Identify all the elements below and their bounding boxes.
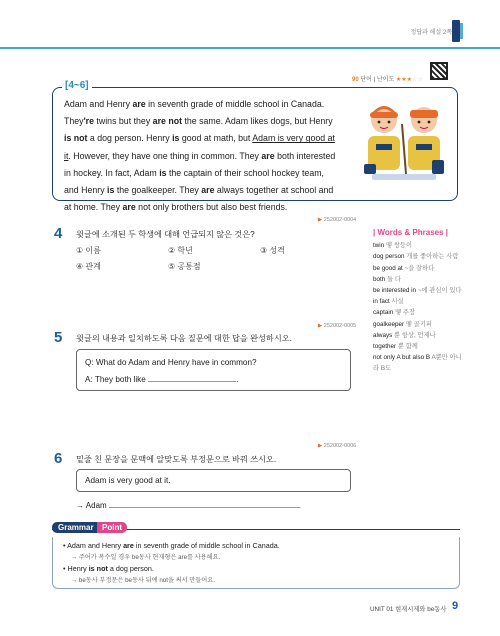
word-unit: 단어 [360, 77, 372, 83]
word-item: in fact 사실 [373, 298, 404, 306]
answer-blank[interactable] [148, 374, 236, 382]
answer-option[interactable]: ④ 관계 [76, 262, 101, 271]
question-range: [4~6] [62, 80, 92, 91]
difficulty-label: 난이도 [376, 77, 395, 83]
answer-option[interactable]: ③ 성격 [260, 246, 285, 255]
answer-option[interactable]: ⑤ 공통점 [168, 262, 201, 271]
grammar-point-box: • Adam and Henry are in seventh grade of middle school in Canada. → 주어가 복수일 경우 be동사 현재형은 are를 사용해요. • Henry is not a dog person. → be동사 부정문은 be동사 뒤에 not을 써서 만들어요. [52, 537, 460, 589]
header-divider [0, 47, 500, 49]
answer-blank[interactable] [109, 507, 299, 508]
word-item: both 둘 다 [373, 275, 401, 283]
qr-code-icon[interactable] [430, 62, 448, 80]
point-label: Point [97, 522, 127, 533]
answer-option[interactable]: ① 이름 [76, 246, 101, 255]
difficulty-stars-off: ☆☆ [412, 77, 423, 83]
word-item: be good at ~을 잘하다 [373, 264, 435, 272]
question-line: Q: What do Adam and Henry have in common? [85, 358, 257, 367]
hockey-twins-illustration [358, 94, 450, 186]
bookmark-icon [452, 20, 460, 42]
answer-line: A: They both like . [85, 375, 239, 384]
question-number: 4 [54, 225, 63, 242]
word-count: 90 [352, 77, 359, 83]
words-phrases-panel [373, 227, 463, 375]
passage-text: Adam and Henry are in seventh grade of middle school in Canada. They're twins but they are not the same. Adam likes dogs, but Henry is not a dog person. Henry is good at math, but Adam is very good at it. However, they have one thing in common. They are both interested in hockey. In fact, Adam is the captain of their school hockey team, and Henry is the goalkeeper. They are always together at school and at home. They are not only brothers but also best friends. [64, 99, 336, 213]
qa-box [76, 349, 351, 391]
question-code: ▶ 252002-0004 [318, 217, 357, 223]
page-number: 9 [452, 600, 459, 612]
word-item: always 뿐 항상, 언제나 [373, 331, 436, 339]
passage-meta: 90 단어 | 난이도 ★★★☆☆ [352, 77, 423, 83]
word-item: goalkeeper 몧 골키퍼 [373, 320, 433, 328]
grammar-label: Grammar [52, 522, 100, 533]
question-number: 6 [54, 450, 63, 467]
word-item: together 뿐 함께 [373, 343, 418, 351]
difficulty-stars: ★★★ [395, 77, 413, 83]
question-code: ▶ 252002-0006 [318, 443, 357, 449]
word-item: dog person 개를 좋아하는 사람 [373, 253, 459, 261]
word-item: not only A but also B A뿐만 아니라 B도 [373, 354, 462, 373]
question-text: 윗글에 소개된 두 학생에 대해 언급되지 않은 것은? [76, 230, 255, 239]
question-text: 윗글의 내용과 일치하도록 다음 질문에 대한 답을 완성하시오. [76, 334, 292, 343]
rewrite-line: → Adam . [76, 501, 301, 510]
unit-footer: UNIT 01 현재시제와 be동사 [370, 606, 447, 613]
question-code: ▶ 252002-0005 [318, 323, 357, 329]
underlined-sentence: Adam is very good at [252, 133, 335, 144]
answer-reference: 정답과 해설 2쪽 [410, 30, 452, 36]
word-item: twin 몧 쌍둥이 [373, 242, 413, 250]
word-item: be interested in ~에 관심이 있다 [373, 287, 462, 295]
question-number: 5 [54, 329, 63, 346]
sentence-box: Adam is very good at it. [76, 469, 351, 492]
question-text: 밑줄 친 문장을 문맥에 알맞도록 부정문으로 바꿔 쓰시오. [76, 455, 277, 464]
words-title: | Words & Phrases | [373, 228, 449, 237]
answer-option[interactable]: ② 학년 [168, 246, 193, 255]
word-item: captain 몧 주장 [373, 309, 416, 317]
